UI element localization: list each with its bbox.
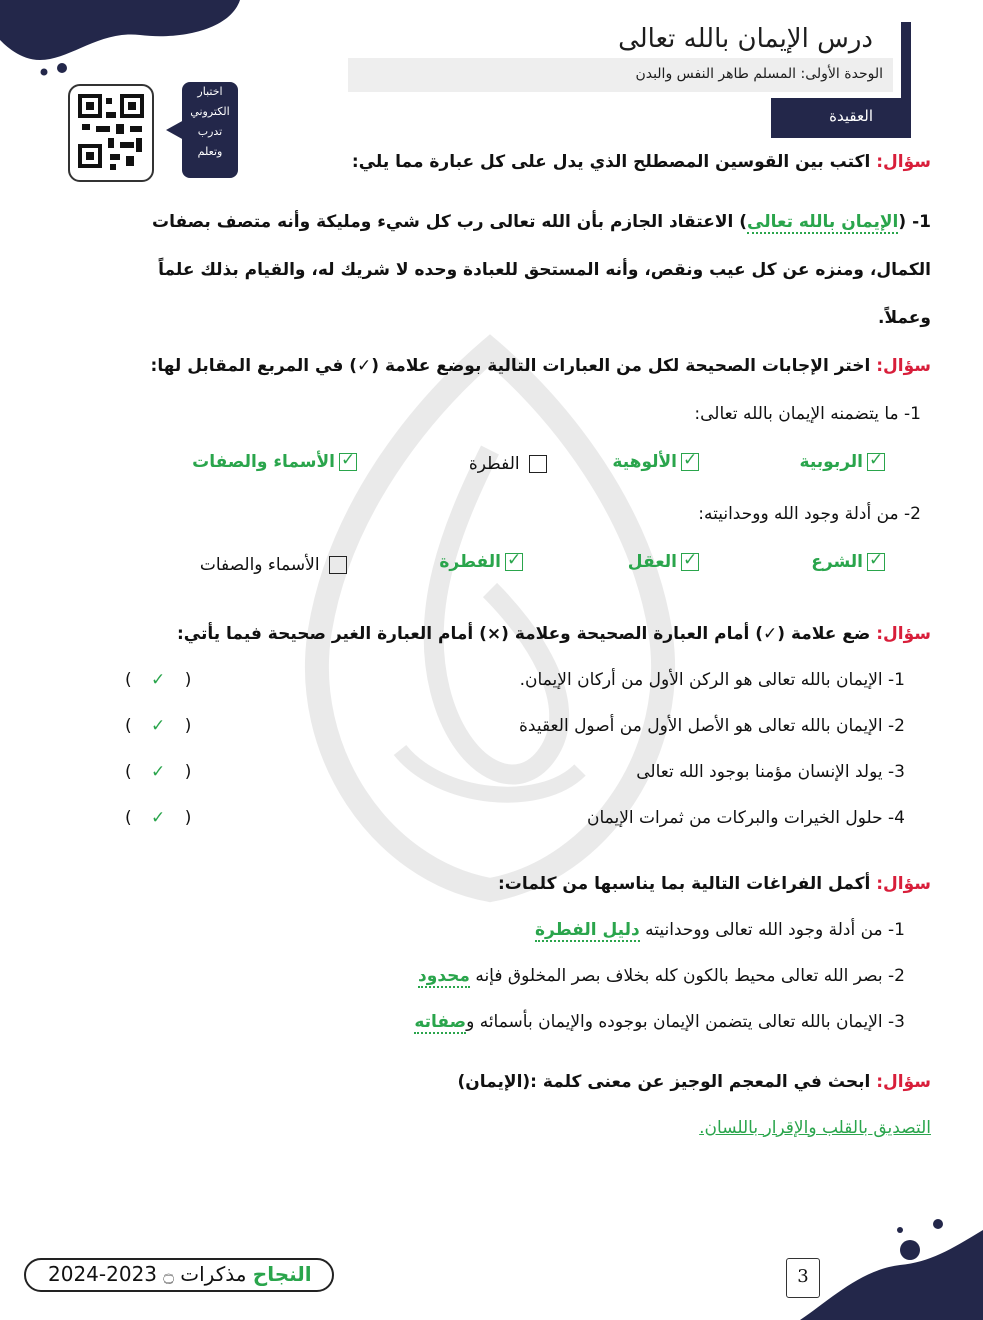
item-number: 1- (912, 212, 931, 232)
option-label: الفطرة (439, 552, 501, 572)
page-number: 3 (797, 1266, 809, 1287)
question-prompt: أكمل الفراغات التالية بما يناسبها من كلمات: (497, 874, 871, 894)
question-5-heading (331, 1072, 931, 1092)
question-1-heading (311, 152, 931, 172)
badge-line: الكتروني (190, 105, 230, 118)
definition-line-3: وعملاً. (878, 308, 931, 328)
option-asma-sifat-2[interactable] (200, 555, 347, 575)
option-label: الألوهية (612, 452, 677, 472)
question-prompt: ضع علامة (✓) أمام العبارة الصحيحة وعلامة (×) أمام العبارة الغير صحيحة فيما يأتي: (176, 624, 871, 644)
option-label: الفطرة (468, 454, 520, 474)
check-mark-icon: ✓ (151, 670, 166, 690)
choice-item-2: 2- من أدلة وجود الله ووحدانيته: (698, 504, 921, 524)
statement: 4- حلول الخيرات والبركات من ثمرات الإيمان (586, 808, 905, 828)
checkbox[interactable] (339, 453, 357, 471)
question-prompt: اختر الإجابات الصحيحة لكل من العبارات التالية بوضع علامة (✓) في المربع المقابل لها: (150, 356, 871, 376)
statement: 1- الإيمان بالله تعالى هو الركن الأول من أركان الإيمان. (519, 670, 905, 690)
question-label: سؤال: (876, 624, 931, 644)
question-label: سؤال: (876, 1072, 931, 1092)
brand-logo-icon: ۝ (163, 1265, 174, 1286)
answer-mark[interactable]: ( ✓ ) (125, 716, 192, 736)
badge-line: تدرب (197, 125, 223, 138)
question-4-heading (331, 874, 931, 894)
fill-blank-row (418, 966, 905, 986)
true-false-row (85, 808, 905, 838)
statement: 2- الإيمان بالله تعالى هو الأصل الأول من أصول العقيدة (519, 716, 905, 736)
option-label: الأسماء والصفات (199, 555, 320, 575)
true-false-row (85, 716, 905, 746)
unit-subtitle: الوحدة الأولى: المسلم طاهر النفس والبدن (635, 66, 883, 82)
answer-mark[interactable]: ( ✓ ) (125, 808, 192, 828)
decorative-blob-top-left (0, 0, 250, 80)
online-test-badge[interactable] (182, 82, 238, 178)
definition-line-2: الكمال، ومنزه عن كل عيب ونقص، وأنه المستحق للعبادة وحده لا شريك له، والقيام بذلك علماً (158, 260, 931, 280)
footer-brand (48, 1262, 312, 1286)
check-mark-icon: ✓ (151, 762, 166, 782)
subject-label: العقيدة (829, 107, 873, 125)
option-rububiyya[interactable] (800, 452, 885, 472)
qr-code[interactable] (68, 84, 154, 182)
filled-answer: الإيمان بالله تعالى (747, 212, 899, 232)
footer-years: 2024-2023 (48, 1262, 158, 1286)
sentence: 2- بصر الله تعالى محيط بالكون كله بخلاف بصر المخلوق فإنه (469, 966, 905, 986)
option-label: الأسماء والصفات (192, 452, 335, 472)
answer-mark[interactable]: ( ✓ ) (125, 762, 192, 782)
statement: 3- يولد الإنسان مؤمنا بوجود الله تعالى (636, 762, 905, 782)
footer-brand-name: النجاح (252, 1262, 312, 1286)
option-asma-sifat[interactable] (192, 452, 357, 472)
qr-code-icon (70, 86, 152, 180)
choice-item-1: 1- ما يتضمنه الإيمان بالله تعالى: (694, 404, 921, 424)
fill-blank-row (414, 1012, 905, 1032)
decorative-blob-bottom-right (800, 1210, 983, 1320)
definition-line-1: الاعتقاد الجازم بأن الله تعالى رب كل شيء ومليكة وأنه متصف بصفات (151, 212, 734, 232)
checkbox[interactable] (505, 553, 523, 571)
question-label: سؤال: (876, 152, 931, 172)
fill-blank-row (535, 920, 905, 940)
filled-answer[interactable]: صفاته (414, 1012, 467, 1032)
option-label: العقل (627, 552, 677, 572)
question-label: سؤال: (876, 874, 931, 894)
checkbox[interactable] (867, 553, 885, 571)
question-3-heading (91, 624, 931, 644)
badge-line: اختبار (197, 85, 223, 98)
filled-answer[interactable]: محدود (418, 966, 470, 986)
option-label: الربوبية (799, 452, 863, 472)
option-fitra[interactable] (469, 454, 547, 474)
sentence: 1- من أدلة وجود الله تعالى ووحدانيته (639, 920, 905, 940)
checkbox[interactable] (681, 553, 699, 571)
checkbox[interactable] (529, 455, 547, 473)
checkbox[interactable] (329, 556, 347, 574)
true-false-row (85, 670, 905, 700)
filled-answer[interactable]: دليل الفطرة (534, 920, 640, 940)
option-shar[interactable] (811, 552, 885, 572)
check-mark-icon: ✓ (151, 808, 166, 828)
question-1-body: 1- (الإيمان بالله تعالى) الاعتقاد الجازم بأن الله تعالى رب كل شيء ومليكة وأنه متصف بصفات الكمال، ومنزه عن كل عيب ونقص، وأنه المستحق للعبادة وحده لا شريك له، والقيام بذلك علماً وعملاً. (151, 212, 931, 328)
option-aql[interactable] (628, 552, 699, 572)
sentence: 3- الإيمان بالله تعالى يتضمن الإيمان بوجوده والإيمان بأسمائه و (466, 1012, 905, 1032)
question-prompt: ابحث في المعجم الوجيز عن معنى كلمة :(الإيمان) (457, 1072, 871, 1092)
true-false-row (85, 762, 905, 792)
option-fitra-2[interactable] (439, 552, 523, 572)
checkbox[interactable] (867, 453, 885, 471)
option-uluhiyya[interactable] (612, 452, 699, 472)
dictionary-answer[interactable]: التصديق بالقلب والإقرار باللسان. (699, 1118, 931, 1138)
check-mark-icon: ✓ (151, 716, 166, 736)
lesson-title: درس الإيمان بالله تعالى (618, 24, 873, 54)
question-prompt: اكتب بين القوسين المصطلح الذي يدل على كل عبارة مما يلي: (351, 152, 871, 172)
question-label: سؤال: (876, 356, 931, 376)
answer-mark[interactable]: ( ✓ ) (125, 670, 192, 690)
header-accent-bar (901, 22, 911, 100)
badge-line: وتعلم (197, 145, 223, 158)
checkbox[interactable] (681, 453, 699, 471)
option-label: الشرع (811, 552, 863, 572)
footer-prefix: مذكرات (180, 1262, 247, 1286)
question-2-heading (91, 356, 931, 376)
